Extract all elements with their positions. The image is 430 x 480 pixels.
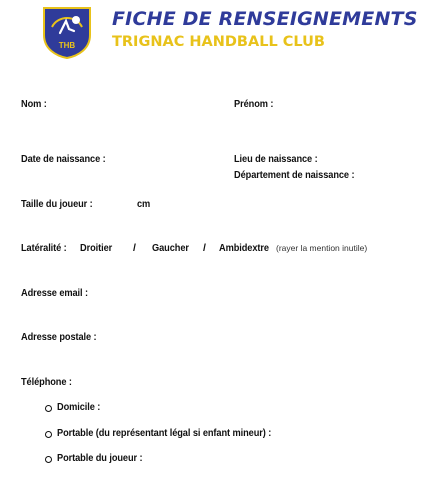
bullet-icon: [45, 456, 52, 463]
bullet-icon: [45, 431, 52, 438]
telephone-domicile-label: Domicile :: [57, 401, 101, 413]
lateralite-separator: /: [203, 242, 206, 254]
taille-label: Taille du joueur :: [21, 198, 93, 210]
telephone-portable-joueur-label: Portable du joueur :: [57, 452, 143, 464]
date-naissance-label: Date de naissance :: [21, 153, 106, 165]
telephone-portable-representant-label: Portable (du représentant légal si enfant mineur) :: [57, 427, 272, 439]
prenom-label: Prénom :: [234, 98, 274, 110]
form-title: FICHE DE RENSEIGNEMENTS: [112, 8, 418, 30]
lateralite-option-ambidextre: Ambidextre: [219, 242, 269, 254]
nom-label: Nom :: [21, 98, 47, 110]
lieu-naissance-label: Lieu de naissance :: [234, 153, 318, 165]
departement-naissance-label: Département de naissance :: [234, 169, 355, 181]
email-label: Adresse email :: [21, 287, 88, 299]
logo-ball: [72, 16, 80, 24]
taille-unit: cm: [137, 198, 151, 210]
lateralite-note: (rayer la mention inutile): [276, 243, 368, 253]
adresse-postale-label: Adresse postale :: [21, 331, 97, 343]
telephone-label: Téléphone :: [21, 376, 72, 388]
bullet-icon: [45, 405, 52, 412]
lateralite-option-droitier: Droitier: [80, 242, 113, 254]
lateralite-option-gaucher: Gaucher: [152, 242, 189, 254]
club-name: TRIGNAC HANDBALL CLUB: [112, 34, 325, 50]
lateralite-label: Latéralité :: [21, 242, 67, 254]
lateralite-separator: /: [133, 242, 136, 254]
logo-shield-shape: [44, 8, 90, 58]
logo-text: THB: [58, 41, 76, 50]
club-logo: [40, 5, 94, 59]
